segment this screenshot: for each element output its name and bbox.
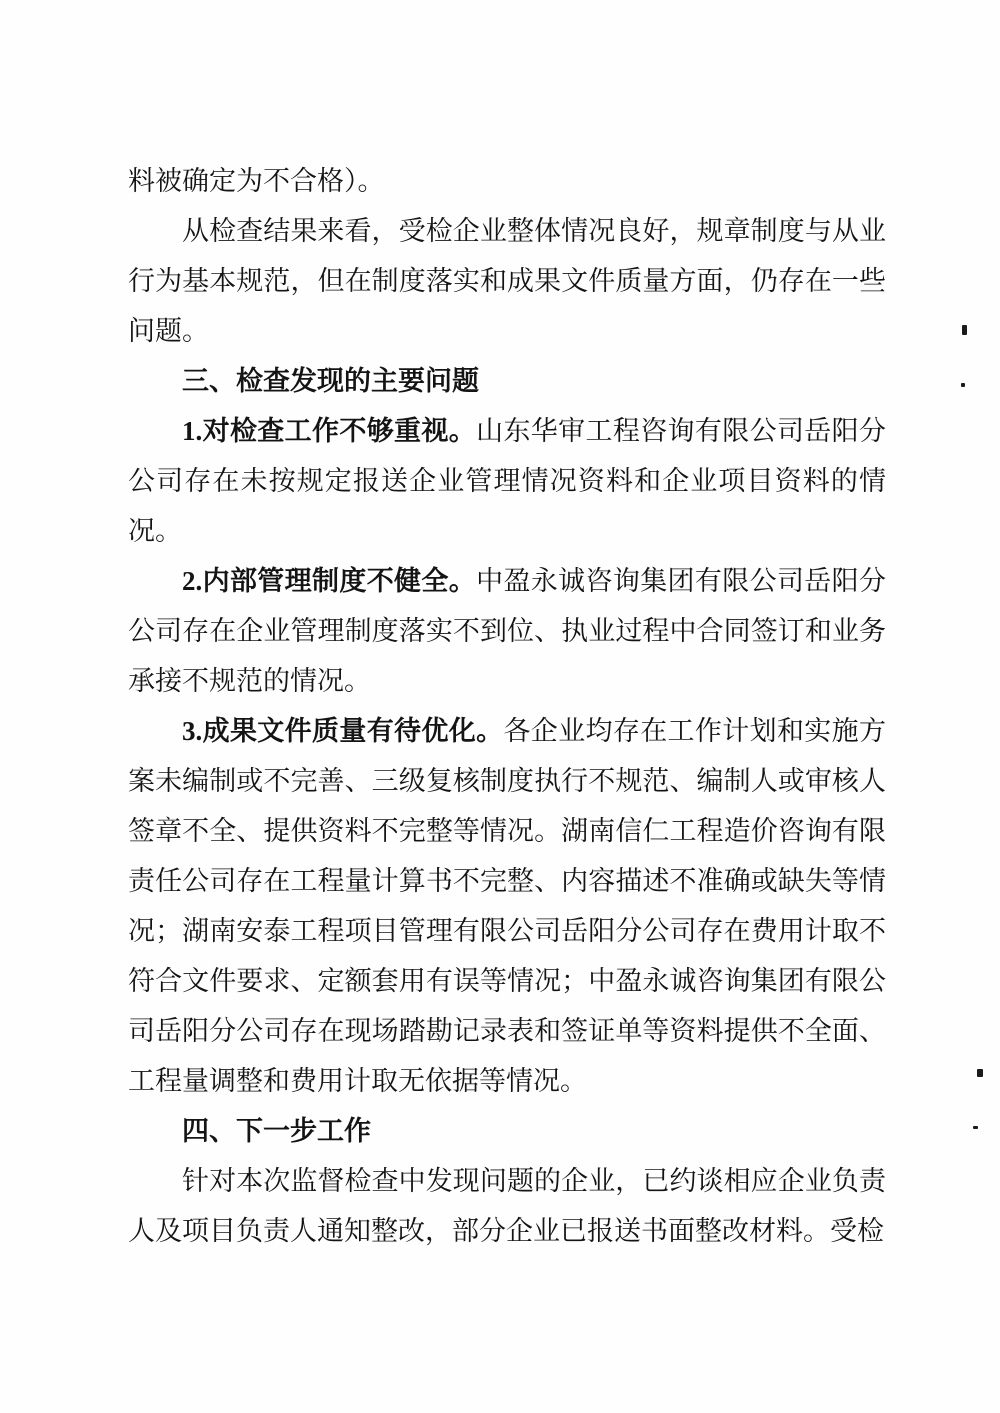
section-heading-next-steps (128, 1106, 886, 1156)
ink-speck (962, 325, 967, 335)
issue-2-text: 中盈永诚咨询集团有限公司岳阳分公司存在企业管理制度落实不到位、执业过程中合同签订和业务承接不规范的情况。 (128, 566, 887, 696)
section-heading-text: 四、下一步工作 (182, 1116, 371, 1146)
issue-1-lead: 1.对检查工作不够重视。 (182, 416, 477, 446)
paragraph-issue-1 (128, 406, 886, 556)
document-body (128, 156, 886, 1256)
paragraph-next-steps (128, 1156, 886, 1256)
paragraph-issue-3 (128, 706, 886, 1106)
ink-speck (961, 383, 965, 387)
section-heading-text: 三、检查发现的主要问题 (182, 366, 479, 396)
section-heading-problems (128, 356, 886, 406)
ink-speck (977, 1069, 983, 1077)
issue-2-lead: 2.内部管理制度不健全。 (182, 566, 477, 596)
issue-3-lead: 3.成果文件质量有待优化。 (182, 716, 504, 746)
issue-3-text: 各企业均存在工作计划和实施方案未编制或不完善、三级复核制度执行不规范、编制人或审核人签章不全、提供资料不完整等情况。湖南信仁工程造价咨询有限责任公司存在工程量计算书不完整、内容描述不准确或缺失等情况；湖南安泰工程项目管理有限公司岳阳分公司存在费用计取不符合文件要求、定额套用有误等情况；中盈永诚咨询集团有限公司岳阳分公司存在现场踏勘记录表和签证单等资料提供不全面、工程量调整和费用计取无依据等情况。 (128, 716, 887, 1096)
paragraph-issue-2 (128, 556, 886, 706)
issue-1-text: 山东华审工程咨询有限公司岳阳分公司存在未按规定报送企业管理情况资料和企业项目资料的情况。 (128, 416, 887, 546)
paragraph-summary (128, 206, 886, 356)
paragraph-continuation (128, 156, 886, 206)
paragraph-text: 针对本次监督检查中发现问题的企业，已约谈相应企业负责人及项目负责人通知整改，部分企业已报送书面整改材料。受检 (128, 1166, 886, 1246)
ink-speck (973, 1126, 978, 1129)
paragraph-text: 从检查结果来看，受检企业整体情况良好，规章制度与从业行为基本规范，但在制度落实和成果文件质量方面，仍存在一些问题。 (128, 216, 886, 346)
paragraph-text: 料被确定为不合格）。 (128, 166, 385, 196)
